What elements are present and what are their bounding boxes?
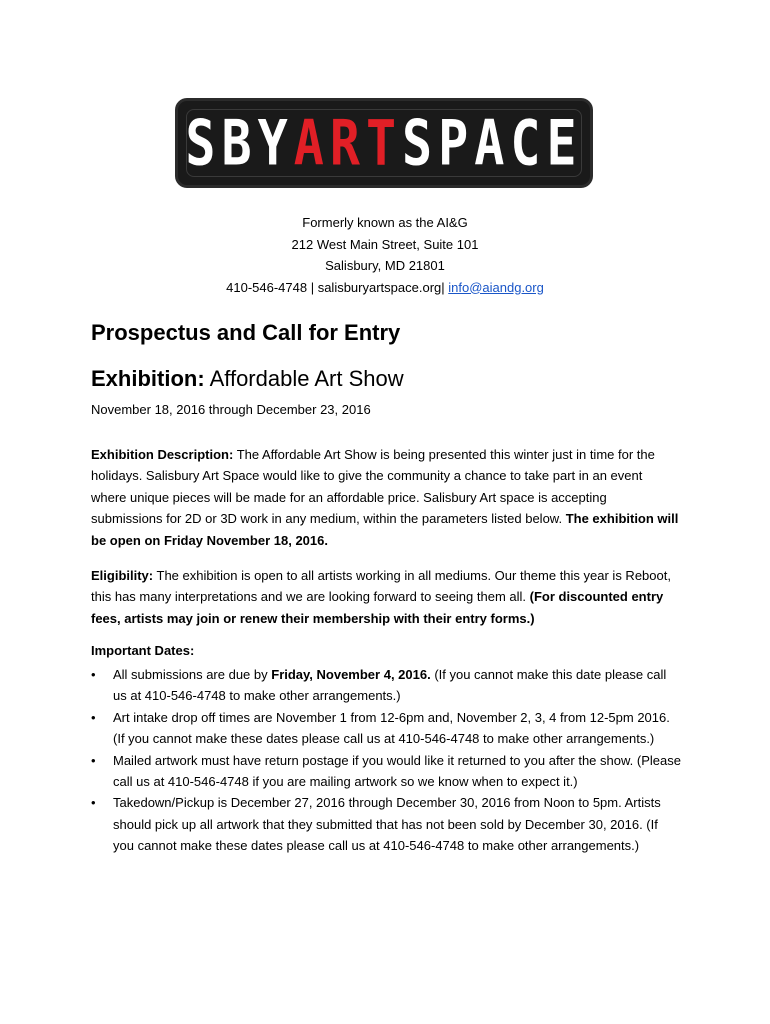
description-text: The Affordable Art Show is being presented this winter just in time for the holidays. Salisbury Art Space would like to give the community a chance to take part in an event where unique pieces will be made for an affordable price. Salisbury Art space is accepting submissions for 2D or 3D work in any medium, within the parameters listed below. — [91, 447, 655, 527]
former-name: Formerly known as the AI&G — [302, 215, 468, 230]
item-text: Takedown/Pickup is December 27, 2016 through December 30, 2016 from Noon to 5pm. Artists should pick up all artwork that they submitted that has not been sold by December 30, 2016. (If you cannot make these dates please call us at 410-546-4748 to make other arrangements.) — [113, 795, 661, 854]
list-item — [91, 792, 681, 856]
logo-part-space: SPACE — [402, 106, 583, 180]
logo-part-art: ART — [293, 106, 403, 180]
exhibition-label: Exhibition: — [91, 366, 205, 391]
description-open-date: The exhibition will be open on Friday November 18, 2016. — [91, 511, 679, 548]
list-item — [91, 707, 681, 750]
list-item — [91, 664, 681, 707]
phone-website-email — [0, 277, 770, 299]
eligibility-section — [91, 565, 681, 629]
item-deadline: Friday, November 4, 2016. — [271, 667, 431, 682]
list-item — [91, 750, 681, 793]
important-dates-title: Important Dates: — [91, 643, 195, 658]
description-label: Exhibition Description: — [91, 447, 234, 462]
exhibition-heading — [91, 366, 404, 392]
exhibition-title: Affordable Art Show — [209, 366, 404, 391]
sby-art-space-logo — [175, 98, 593, 188]
exhibition-dates: November 18, 2016 through December 23, 2016 — [91, 402, 371, 417]
city-state-zip: Salisbury, MD 21801 — [325, 258, 445, 273]
important-dates-list — [91, 664, 681, 857]
contact-block — [0, 212, 770, 298]
eligibility-membership-note: (For discounted entry fees, artists may join or renew their membership with their entry forms.) — [91, 589, 664, 626]
page-title: Prospectus and Call for Entry — [91, 320, 401, 345]
item-text: Mailed artwork must have return postage if you would like it returned to you after the show. (Please call us at 410-546-4748 if you are mailing artwork so we know when to expect it.) — [113, 752, 681, 790]
item-text: Art intake drop off times are November 1 from 12-6pm and, November 2, 3, 4 from 12-5pm 2016. (If you cannot make these dates please call us at 410-546-4748 to make other arrangements.) — [113, 709, 670, 747]
phone-website: 410-546-4748 | salisburyartspace.org| — [226, 279, 449, 295]
email-link[interactable]: info@aiandg.org — [448, 279, 544, 295]
eligibility-text: The exhibition is open to all artists working in all mediums. Our theme this year is Reboot, this has many interpretations and we are looking forward to seeing them all. — [91, 568, 671, 605]
bullet-icon: • — [91, 752, 96, 768]
logo-part-sby: SBY — [185, 106, 294, 180]
bullet-icon: • — [91, 667, 96, 682]
bullet-icon: • — [91, 795, 96, 811]
exhibition-description — [91, 444, 681, 551]
item-text-tail: (If you cannot make this date please call us at 410-546-4748 to make other arrangements.) — [113, 667, 667, 704]
bullet-icon: • — [91, 709, 96, 725]
logo-wordmark — [185, 107, 582, 180]
eligibility-label: Eligibility: — [91, 568, 154, 583]
street-address: 212 West Main Street, Suite 101 — [291, 236, 479, 252]
item-text: All submissions are due by — [113, 667, 272, 682]
